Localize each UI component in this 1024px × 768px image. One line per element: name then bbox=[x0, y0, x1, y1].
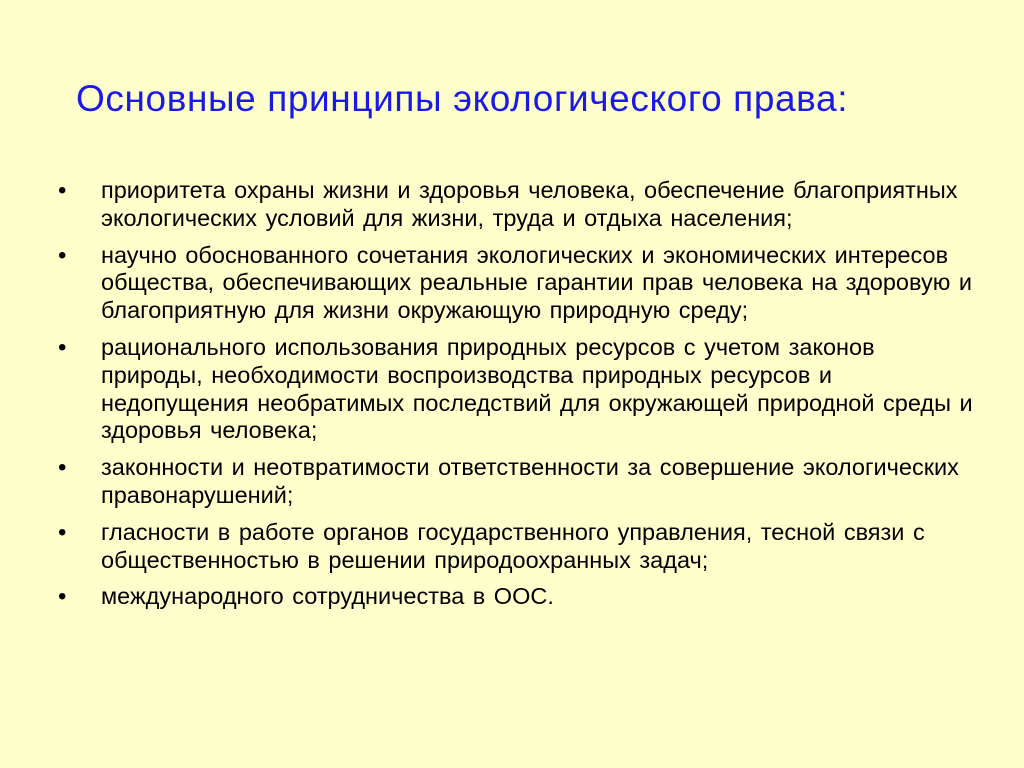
bullet-dot-icon: • bbox=[58, 583, 67, 611]
bullet-item bbox=[58, 454, 978, 510]
bullet-item bbox=[58, 583, 978, 611]
bullet-dot-icon: • bbox=[58, 518, 67, 546]
bullet-text: законности и неотвратимости ответственности за совершение экологических правонарушений; bbox=[101, 454, 959, 508]
bullet-item bbox=[58, 177, 978, 233]
bullet-text: гласности в работе органов государственного управления, тесной связи с общественностью в решении природоохранных задач; bbox=[101, 518, 925, 573]
bullet-text: приоритета охраны жизни и здоровья человека, обеспечение благоприятных экологических условий для жизни, труда и отдыха населения; bbox=[101, 177, 958, 231]
bullet-item bbox=[58, 334, 978, 445]
bullet-item bbox=[58, 242, 978, 325]
bullet-dot-icon: • bbox=[58, 241, 67, 269]
bullet-text: научно обоснованного сочетания экологических и экономических интересов общества, обеспечивающих реальные гарантии прав человека на здоровую и благоприятную для жизни окружающую природную среду; bbox=[101, 241, 972, 324]
bullet-text: рационального использования природных ресурсов с учетом законов природы, необходимости воспроизводства природных ресурсов и недопущения необратимых последствий для окружающей природной среды и здоровья человека; bbox=[101, 333, 973, 444]
bullet-dot-icon: • bbox=[58, 333, 67, 361]
bullet-dot-icon: • bbox=[58, 177, 67, 204]
bullet-dot-icon: • bbox=[58, 454, 67, 482]
bullet-list bbox=[58, 177, 978, 620]
slide-title: Основные принципы экологического права: bbox=[76, 78, 849, 119]
bullet-item bbox=[58, 519, 978, 575]
bullet-text: международного сотрудничества в ООС. bbox=[101, 583, 554, 610]
